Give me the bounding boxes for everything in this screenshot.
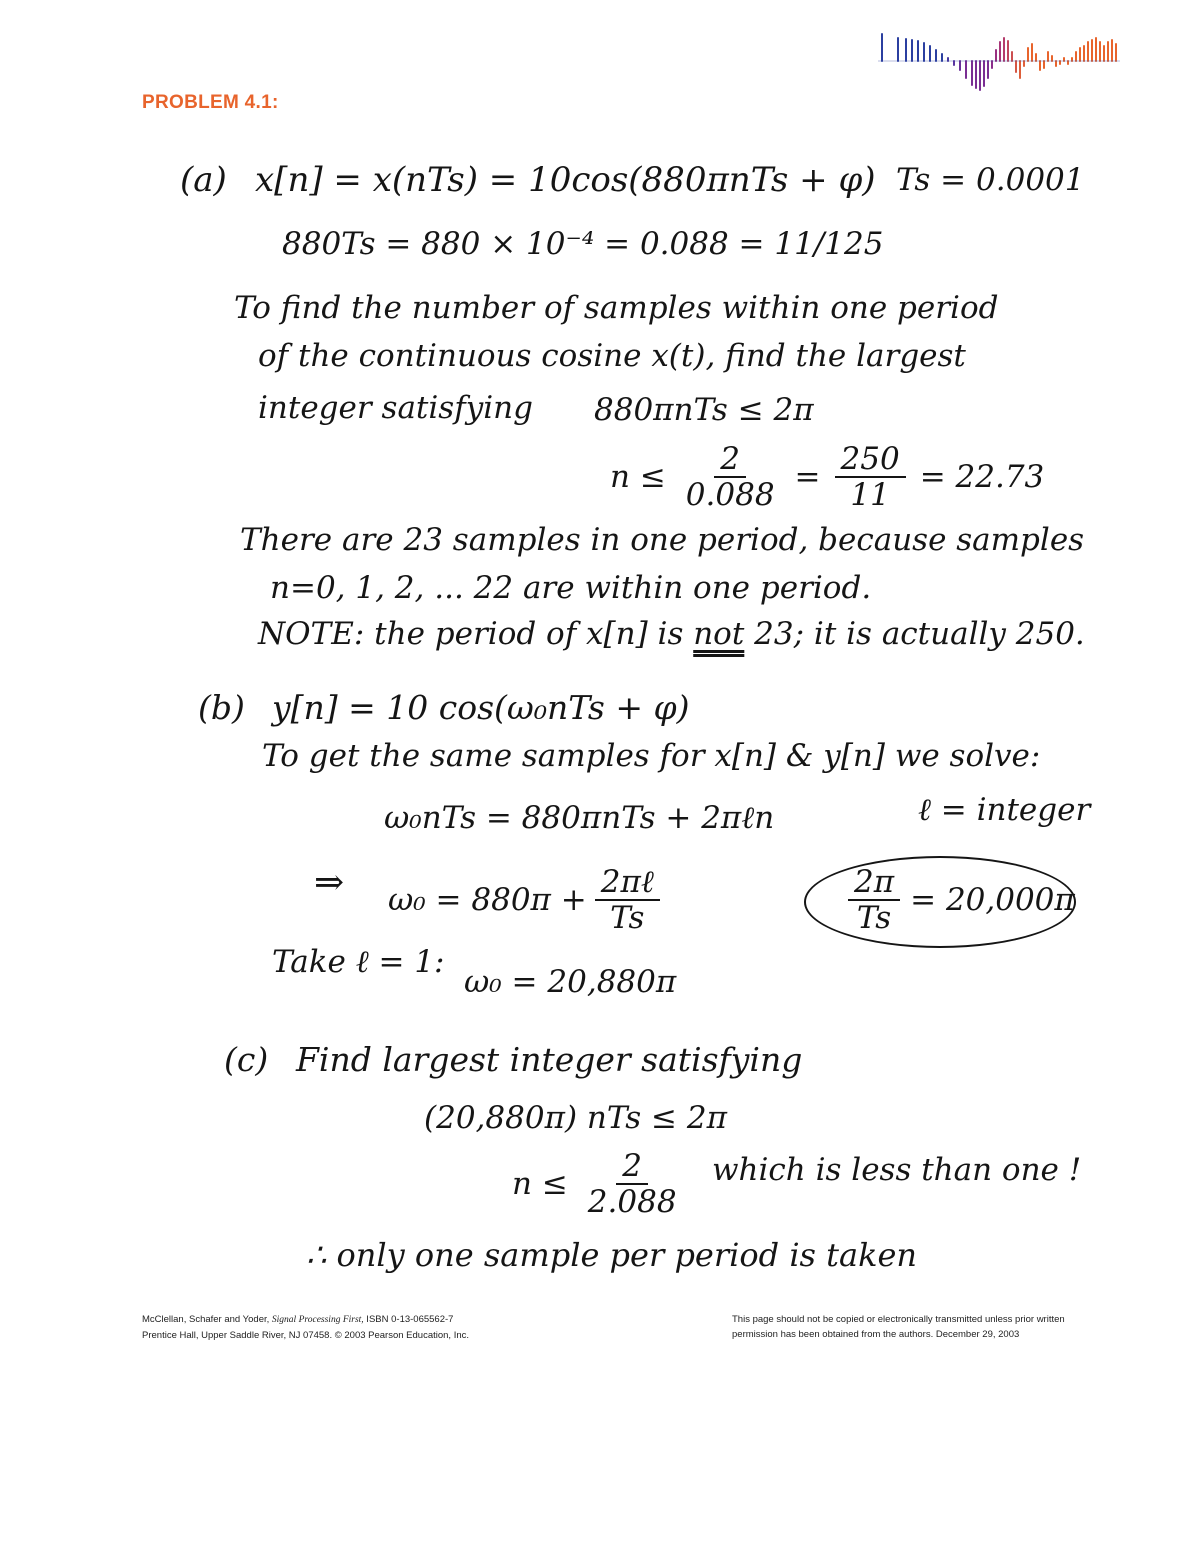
part-a-text-1: To find the number of samples within one period <box>234 290 999 326</box>
part-a-result: = 22.73 <box>919 459 1045 496</box>
part-a-sampling-period: Ts = 0.0001 <box>896 162 1085 198</box>
part-b-equation-3-fraction <box>595 866 660 935</box>
part-a-n-le: n ≤ <box>610 459 666 496</box>
part-a-fraction-2-numerator: 250 <box>835 443 906 478</box>
boxed-note-rhs: = 20,000π <box>910 882 1075 919</box>
part-b-equation-1: y[n] = 10 cos(ω₀nTs + φ) <box>272 688 690 727</box>
part-a-text-3: integer satisfying <box>258 390 533 426</box>
part-c-text-2: which is less than one ! <box>712 1152 1082 1188</box>
part-c-fraction-denominator: 2.088 <box>587 1183 677 1220</box>
part-c-text-1: Find largest integer satisfying <box>296 1040 803 1079</box>
part-b-implies-arrow: ⇒ <box>314 862 345 903</box>
part-a-equation-1: x[n] = x(nTs) = 10cos(880πnTs + φ) <box>255 160 876 200</box>
part-c-label: (c) <box>224 1040 269 1079</box>
part-c-conclusion: ∴ only one sample per period is taken <box>306 1236 918 1274</box>
footer-left <box>142 1312 469 1343</box>
part-c-solution-row <box>512 1150 683 1219</box>
part-b-label: (b) <box>198 688 245 727</box>
part-c-fraction-numerator: 2 <box>616 1150 648 1185</box>
part-a-fraction-2-denominator: 11 <box>850 476 890 513</box>
part-a-equation-2: 880Ts = 880 × 10⁻⁴ = 0.088 = 11/125 <box>282 226 884 262</box>
footer-left-line-1 <box>142 1312 469 1328</box>
footer-left-line-1-prefix: McClellan, Schafer and Yoder, <box>142 1314 272 1325</box>
part-a-solution-row <box>610 443 1044 512</box>
part-a-text-5: n=0, 1, 2, ... 22 are within one period. <box>270 570 872 606</box>
part-a-note <box>258 616 1085 652</box>
footer-right <box>732 1312 1065 1342</box>
part-a-equals: = <box>794 459 821 496</box>
boxed-note-fraction <box>848 866 900 935</box>
part-a-note-emphasis: not <box>693 616 745 652</box>
footer-book-title: Signal Processing First, <box>271 1315 364 1325</box>
part-b-equation-3 <box>388 866 660 935</box>
part-b-ell-integer: ℓ = integer <box>918 792 1091 828</box>
footer-left-line-2: Prentice Hall, Upper Saddle River, NJ 07458. © 2003 Pearson Education, Inc. <box>142 1330 470 1341</box>
part-b-equation-2: ω₀nTs = 880πnTs + 2πℓn <box>384 800 775 836</box>
part-a-inequality: 880πnTs ≤ 2π <box>594 392 814 428</box>
part-c-inequality: (20,880π) nTs ≤ 2π <box>424 1100 727 1136</box>
part-a-fraction-1-denominator: 0.088 <box>685 476 775 513</box>
part-b-equation-3-left: ω₀ = 880π + <box>388 882 587 919</box>
footer-right-line-1: This page should not be copied or electronically transmitted unless prior written <box>732 1314 1065 1325</box>
signal-waveform-logo-icon <box>876 28 1126 98</box>
part-a-note-suffix: 23; it is actually 250. <box>754 616 1085 652</box>
part-b-equation-3-denominator: Ts <box>610 899 645 936</box>
part-a-note-prefix: NOTE: the period of x[n] is <box>258 616 684 652</box>
footer-right-line-2: permission has been obtained from the authors. December 29, 2003 <box>732 1329 1020 1340</box>
part-b-equation-3-numerator: 2πℓ <box>595 866 660 901</box>
footer-left-line-1-suffix: ISBN 0-13-065562-7 <box>363 1314 454 1325</box>
part-c-n-le: n ≤ <box>512 1166 568 1203</box>
page-title: PROBLEM 4.1: <box>142 92 279 113</box>
part-b-text-1: To get the same samples for x[n] & y[n] we solve: <box>262 738 1041 774</box>
part-c-fraction <box>582 1150 683 1219</box>
part-a-text-2: of the continuous cosine x(t), find the largest <box>258 338 966 374</box>
part-a-fraction-1-numerator: 2 <box>714 443 746 478</box>
part-b-take-ell: Take ℓ = 1: <box>272 944 445 980</box>
part-a-text-4: There are 23 samples in one period, because samples <box>240 522 1085 558</box>
part-a-fraction-2 <box>835 443 906 512</box>
boxed-note-content <box>848 866 1075 935</box>
part-a-fraction-1 <box>680 443 781 512</box>
part-a-label: (a) <box>180 160 227 200</box>
boxed-note-denominator: Ts <box>856 899 892 936</box>
boxed-note-numerator: 2π <box>848 866 900 901</box>
part-b-result: ω₀ = 20,880π <box>464 964 677 1000</box>
